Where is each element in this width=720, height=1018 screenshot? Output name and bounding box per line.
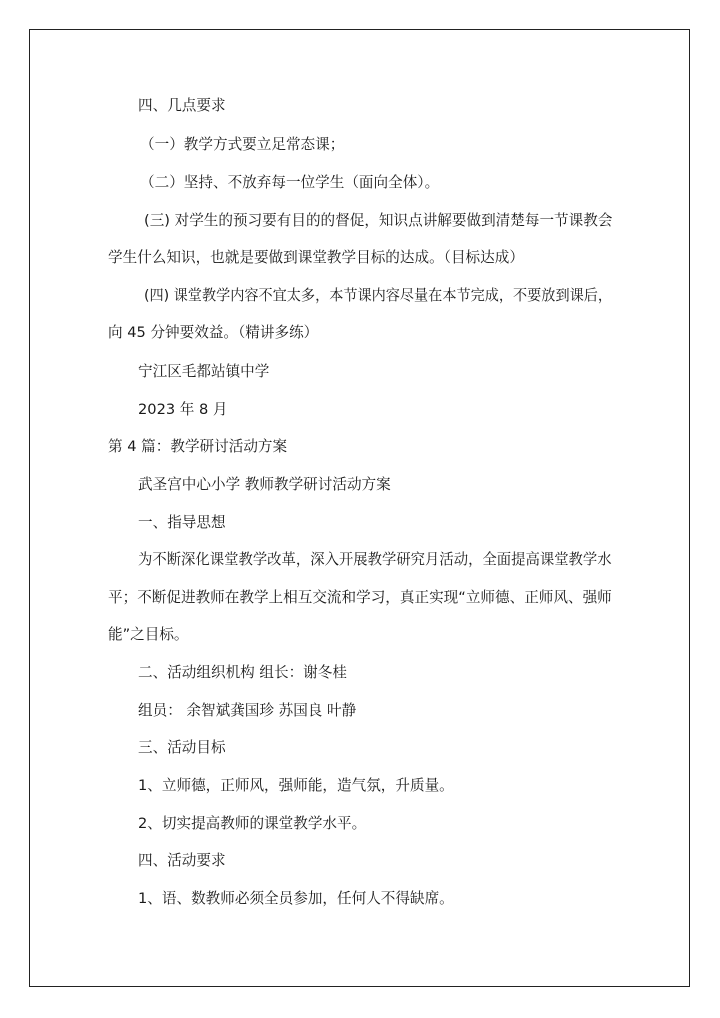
requirement-item-4-line-1: (四) 课堂教学内容不宜太多，本节课内容尽量在本节完成，不要放到课后， <box>144 287 613 304</box>
section-heading-activity-requirements: 四、活动要求 <box>138 852 226 869</box>
goal-item-1: 1、立师德，正师风，强师能，造气氛，升质量。 <box>138 777 454 794</box>
section-heading-goals: 三、活动目标 <box>138 739 226 756</box>
activity-requirement-item-1: 1、语、数教师必须全员参加，任何人不得缺席。 <box>138 890 454 907</box>
requirement-item-4-line-2: 向 45 分钟要效益。（精讲多练） <box>108 324 319 341</box>
ideology-paragraph-line-2: 平；不断促进教师在教学上相互交流和学习，真正实现“立师德、正师风、强师 <box>108 589 612 606</box>
organization-leader: 二、活动组织机构 组长：谢冬桂 <box>138 664 347 681</box>
section-heading-guiding-ideology: 一、指导思想 <box>138 514 226 531</box>
document-date: 2023 年 8 月 <box>138 401 228 418</box>
requirement-item-3-line-1: (三) 对学生的预习要有目的的督促，知识点讲解要做到清楚每一节课教会 <box>144 212 613 229</box>
requirement-item-1: （一）教学方式要立足常态课； <box>140 136 345 153</box>
ideology-paragraph-line-1: 为不断深化课堂教学改革，深入开展教学研究月活动，全面提高课堂教学水 <box>138 551 612 568</box>
requirement-item-3-line-2: 学生什么知识，也就是要做到课堂教学目标的达成。（目标达成） <box>108 249 524 266</box>
ideology-paragraph-line-3: 能”之目标。 <box>108 626 189 643</box>
chapter-title: 第 4 篇：教学研讨活动方案 <box>108 438 288 455</box>
organization-members: 组员： 余智斌龚国珍 苏国良 叶静 <box>138 702 357 719</box>
section-heading-requirements: 四、几点要求 <box>138 97 226 114</box>
school-name: 宁江区毛都站镇中学 <box>138 363 270 380</box>
plan-title: 武圣宫中心小学 教师教学研讨活动方案 <box>138 476 391 493</box>
goal-item-2: 2、切实提高教师的课堂教学水平。 <box>138 815 367 832</box>
requirement-item-2: （二）坚持、不放弃每一位学生（面向全体）。 <box>140 174 440 191</box>
